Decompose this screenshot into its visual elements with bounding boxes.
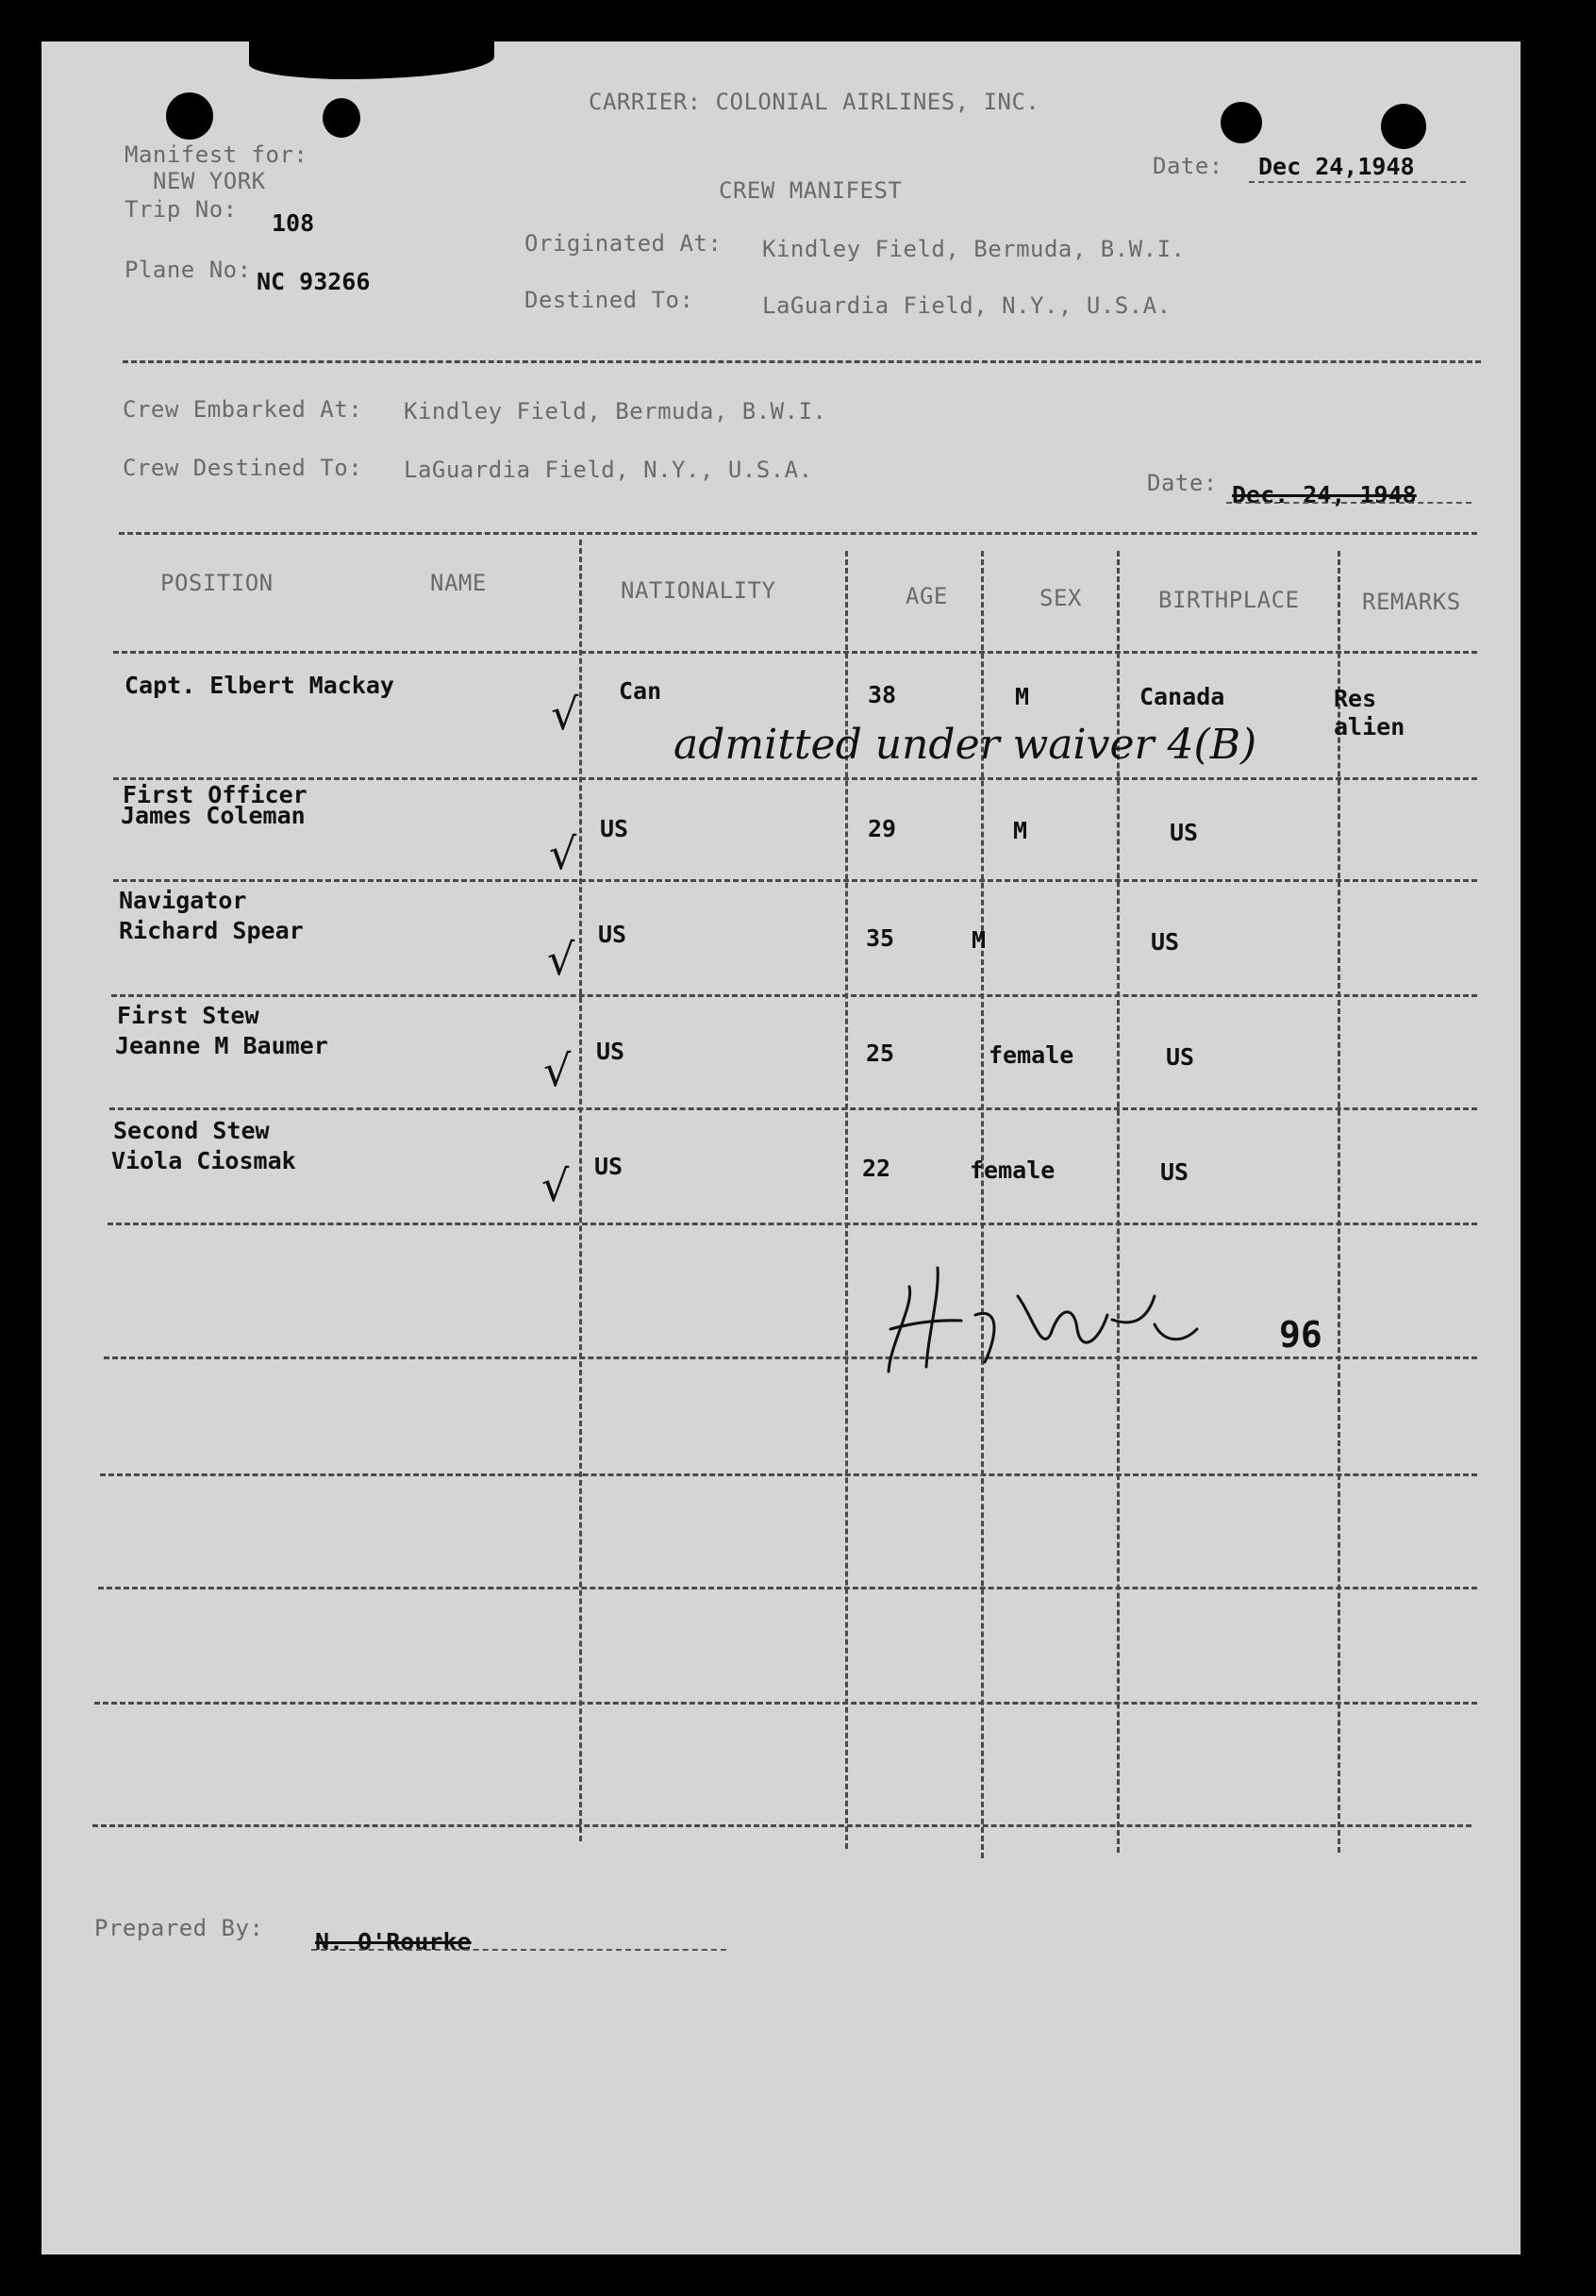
crew-destined-label: Crew Destined To: <box>123 455 363 481</box>
row5-age: 22 <box>862 1155 891 1182</box>
date-underline <box>1249 181 1466 183</box>
manifest-for-label: Manifest for: <box>125 141 308 168</box>
table-header-line <box>113 651 1477 654</box>
col-line-nationality <box>579 540 582 1841</box>
row-line-4 <box>109 1107 1477 1110</box>
carrier-line: CARRIER: COLONIAL AIRLINES, INC. <box>589 89 1040 115</box>
row-line-6 <box>104 1356 1477 1359</box>
row1-checkmark: √ <box>551 689 579 740</box>
crew-date-underline <box>1226 502 1471 504</box>
row4-checkmark: √ <box>543 1045 572 1096</box>
header-position: POSITION <box>160 570 274 596</box>
row-line-5 <box>108 1223 1477 1225</box>
row5-checkmark: √ <box>541 1160 570 1211</box>
header-name: NAME <box>430 570 487 596</box>
row1-birthplace: Canada <box>1139 683 1225 710</box>
row2-position: First Officer <box>123 781 308 808</box>
row-line-3 <box>111 994 1477 997</box>
row3-sex: M <box>972 926 987 954</box>
row-line-1 <box>113 777 1477 780</box>
document-title: CREW MANIFEST <box>719 177 903 204</box>
date-value: Dec 24,1948 <box>1258 153 1415 180</box>
originated-label: Originated At: <box>524 230 723 257</box>
row5-sex: female <box>970 1156 1056 1184</box>
header-age: AGE <box>906 583 948 609</box>
row3-checkmark: √ <box>547 934 575 985</box>
row-line-2 <box>113 879 1477 882</box>
manifest-for-value: NEW YORK <box>153 168 266 194</box>
crew-embarked-value: Kindley Field, Bermuda, B.W.I. <box>404 398 827 424</box>
table-bottom-line <box>92 1824 1471 1827</box>
row-line-7 <box>100 1473 1477 1476</box>
col-line-remarks <box>1338 551 1340 1853</box>
header-nationality: NATIONALITY <box>621 577 776 604</box>
inspector-number: 96 <box>1279 1314 1322 1356</box>
row-line-8 <box>98 1587 1477 1589</box>
plane-value: NC 93266 <box>257 268 371 295</box>
punch-hole-center <box>1221 102 1262 143</box>
trip-value: 108 <box>272 209 315 237</box>
prepared-by-value: N. O'Rourke <box>315 1928 472 1955</box>
row5-position: Second Stew <box>113 1117 270 1144</box>
row1-remarks-1: Res <box>1334 685 1377 712</box>
row2-age: 29 <box>868 815 897 842</box>
crew-destined-value: LaGuardia Field, N.Y., U.S.A. <box>404 457 813 483</box>
crew-embarked-label: Crew Embarked At: <box>123 396 363 423</box>
trip-label: Trip No: <box>125 196 238 223</box>
row3-name: Richard Spear <box>119 917 304 944</box>
row1-nationality: Can <box>619 677 662 705</box>
destined-label: Destined To: <box>524 287 694 313</box>
header-separator <box>123 360 1481 363</box>
crew-date-value: Dec. 24, 1948 <box>1232 481 1417 508</box>
row2-nationality: US <box>600 815 629 842</box>
header-sex: SEX <box>1039 585 1082 611</box>
row5-nationality: US <box>594 1153 623 1180</box>
row4-age: 25 <box>866 1040 895 1067</box>
row2-birthplace: US <box>1170 819 1199 846</box>
handwritten-waiver-note: admitted under waiver 4(B) <box>673 721 1257 769</box>
row4-position: First Stew <box>117 1002 259 1029</box>
row3-position: Navigator <box>119 887 247 914</box>
row2-checkmark: √ <box>549 828 577 879</box>
prepared-by-underline <box>311 1949 726 1951</box>
row5-name: Viola Ciosmak <box>111 1147 296 1174</box>
plane-label: Plane No: <box>125 257 252 283</box>
row4-name: Jeanne M Baumer <box>115 1032 328 1059</box>
row-line-9 <box>94 1702 1477 1705</box>
punch-hole-left-2 <box>323 98 360 138</box>
row4-sex: female <box>989 1041 1074 1069</box>
inspector-signature <box>872 1240 1268 1381</box>
row4-birthplace: US <box>1166 1043 1195 1071</box>
crew-date-label: Date: <box>1147 470 1218 496</box>
originated-value: Kindley Field, Bermuda, B.W.I. <box>762 236 1186 262</box>
row1-remarks-2: alien <box>1334 713 1405 740</box>
punch-hole-right <box>1381 104 1426 149</box>
row1-name: Capt. Elbert Mackay <box>125 672 394 699</box>
date-label: Date: <box>1153 153 1223 179</box>
row3-nationality: US <box>598 921 627 948</box>
row1-sex: M <box>1015 683 1030 710</box>
destined-value: LaGuardia Field, N.Y., U.S.A. <box>762 292 1172 319</box>
row2-sex: M <box>1013 817 1028 844</box>
row3-age: 35 <box>866 924 895 952</box>
manifest-document <box>42 42 1521 2254</box>
row5-birthplace: US <box>1160 1158 1189 1186</box>
header-remarks: REMARKS <box>1362 589 1461 615</box>
torn-edge <box>249 42 494 79</box>
row3-birthplace: US <box>1151 928 1180 956</box>
row4-nationality: US <box>596 1038 625 1065</box>
row2-name: James Coleman <box>121 802 306 829</box>
row1-age: 38 <box>868 681 897 708</box>
prepared-by-label: Prepared By: <box>94 1915 264 1941</box>
punch-hole-left <box>166 92 213 140</box>
header-birthplace: BIRTHPLACE <box>1158 587 1300 613</box>
table-top-line <box>119 532 1477 535</box>
